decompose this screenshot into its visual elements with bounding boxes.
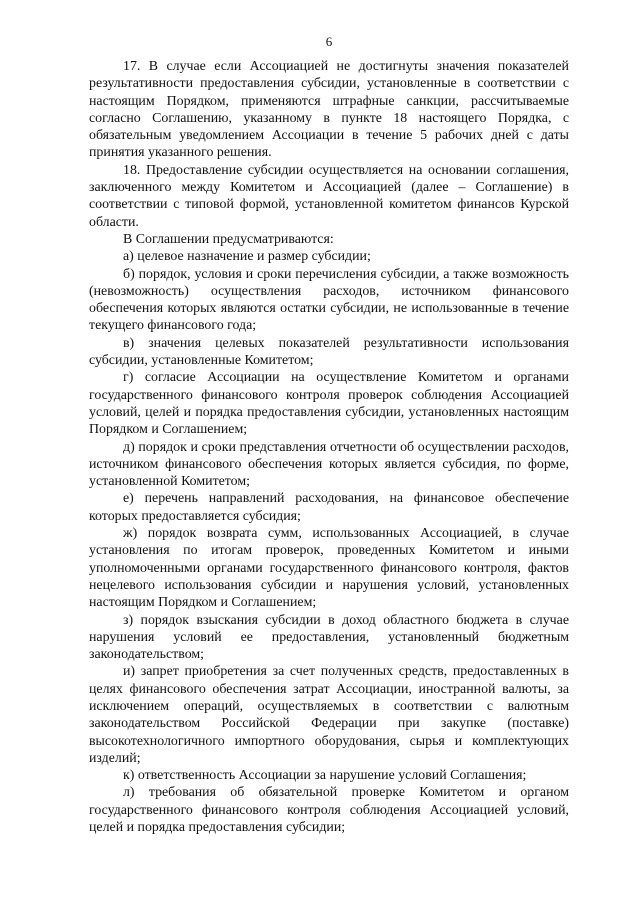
page-number: 6 [325,34,333,49]
list-item-z: з) порядок взыскания субсидии в доход областного бюджета в случае нарушения условий ее предоставления, установленный бюджетным законодательством; [89,612,569,663]
paragraph-18: 18. Предоставление субсидии осуществляется на основании соглашения, заключенного между Комитетом и Ассоциацией (далее – Соглашение) в соответствии с типовой формой, установленной комитетом финансов Курской области. [89,162,569,230]
list-item-zh: ж) порядок возврата сумм, использованных Ассоциацией, в случае установления по итогам проверок, проведенных Комитетом и иными уполномоченными органами государственного финансового контроля, фактов нецелевого использования субсидии и нарушения условий, установленных настоящим Порядком и Соглашением; [89,526,569,611]
list-item-d: д) порядок и сроки представления отчетности об осуществлении расходов, источником финансового обеспечения которых является субсидия, по форме, установленной Комитетом; [89,439,569,490]
agreement-provisions-intro: В Соглашении предусматриваются: [123,231,334,247]
list-item-a: а) целевое назначение и размер субсидии; [123,249,371,265]
list-item-v: в) значения целевых показателей результативности использования субсидии, установленные Комитетом; [89,335,569,369]
list-item-l: л) требования об обязательной проверке Комитетом и органом государственного финансового контроля соблюдения Ассоциацией условий, целей и порядка предоставления субсидии; [89,785,569,836]
list-item-g: г) согласие Ассоциации на осуществление Комитетом и органами государственного финансового контроля проверок соблюдения Ассоциацией условий, целей и порядка предоставления субсидии, установленных настоящим Порядком и Соглашением; [89,370,569,438]
document-body [89,58,569,836]
paragraph-17: 17. В случае если Ассоциацией не достигнуты значения показателей результативности предоставления субсидии, установленные в соответствии с настоящим Порядком, применяются штрафные санкции, рассчитываемые согласно Соглашению, указанному в пункте 18 настоящего Порядка, с обязательным уведомлением Ассоциации в течение 5 рабочих дней с даты принятия указанного решения. [89,59,569,161]
list-item-i: и) запрет приобретения за счет полученных средств, предоставленных в целях финансового обеспечения затрат Ассоциации, иностранной валюты, за исключением операций, осуществляемых в соответствии с валютным законодательством Российской Федерации при закупке (поставке) высокотехнологичного импортного оборудования, сырья и комплектующих изделий; [89,664,569,766]
list-item-b: б) порядок, условия и сроки перечисления субсидии, а также возможность (невозможность) осуществления расходов, источником финансового обеспечения которых являются остатки субсидии, не использованные в течение текущего финансового года; [89,266,569,334]
list-item-e: е) перечень направлений расходования, на финансовое обеспечение которых предоставляется субсидия; [89,491,569,524]
list-item-k: к) ответственность Ассоциации за нарушение условий Соглашения; [123,768,527,784]
